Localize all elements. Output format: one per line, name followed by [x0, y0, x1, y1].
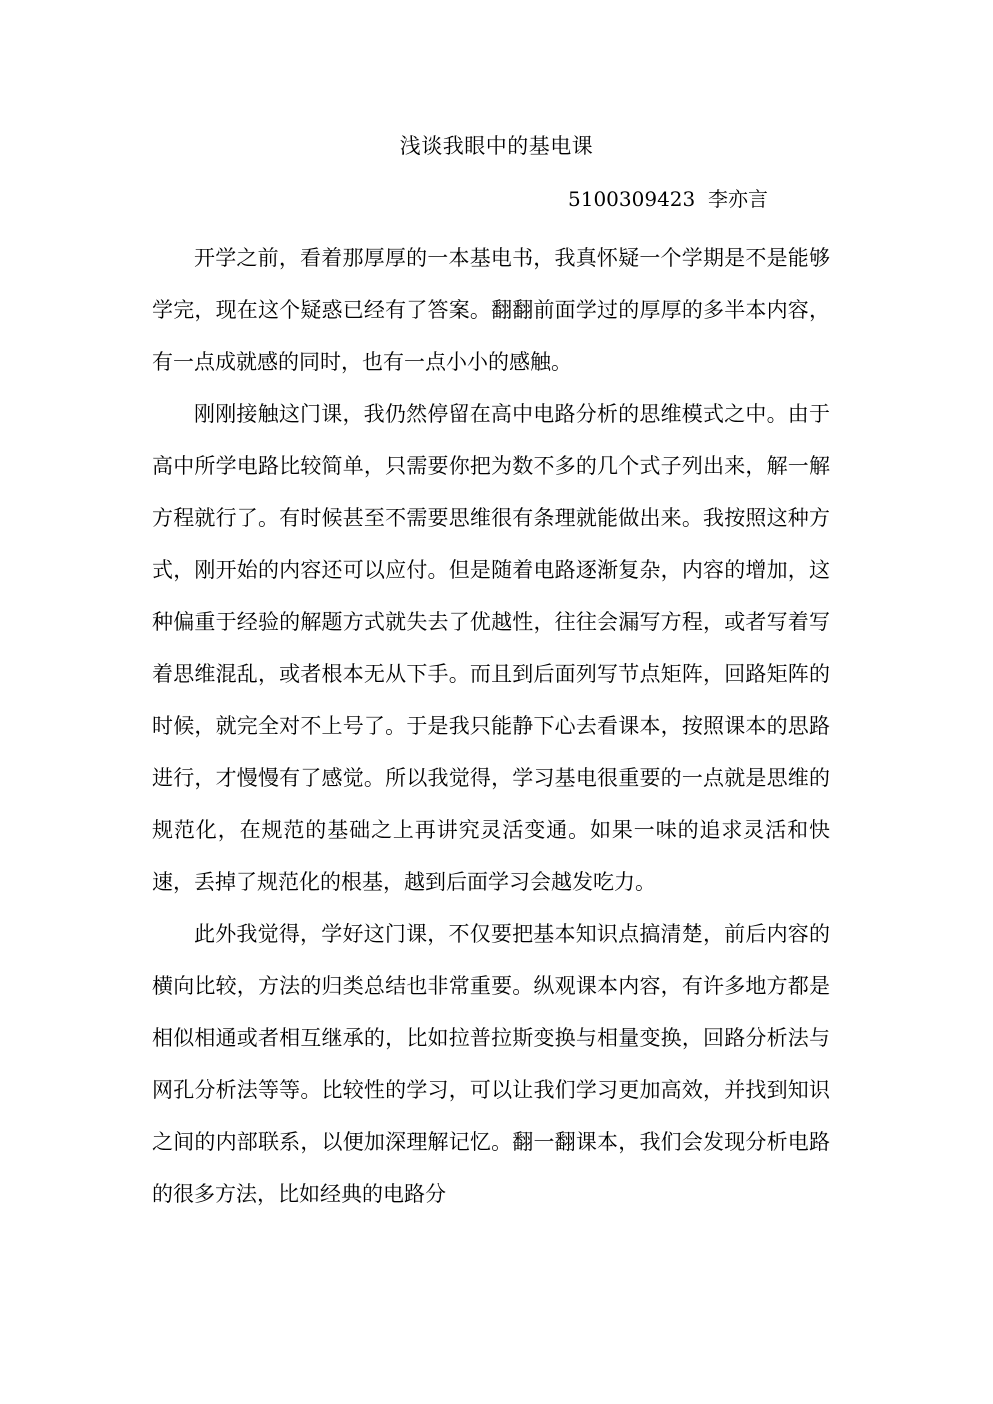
paragraph-1: 开学之前，看着那厚厚的一本基电书，我真怀疑一个学期是不是能够学完，现在这个疑惑已经有了答案。翻翻前面学过的厚厚的多半本内容，有一点成就感的同时，也有一点小小的感触。: [152, 246, 830, 374]
author-line: 5100309423 李亦言: [568, 187, 768, 211]
paragraph-3: 此外我觉得，学好这门课，不仅要把基本知识点搞清楚，前后内容的横向比较，方法的归类总结也非常重要。纵观课本内容，有许多地方都是相似相通或者相互继承的，比如拉普拉斯变换与相量变换，回路分析法与网孔分析法等等。比较性的学习，可以让我们学习更加高效，并找到知识之间的内部联系，以便加深理解记忆。翻一翻课本，我们会发现分析电路的很多方法，比如经典的电路分: [152, 922, 830, 1206]
document-title: 浅谈我眼中的基电课: [399, 134, 594, 158]
document-body: [152, 232, 830, 1220]
paragraph-2: 刚刚接触这门课，我仍然停留在高中电路分析的思维模式之中。由于高中所学电路比较简单，只需要你把为数不多的几个式子列出来，解一解方程就行了。有时候甚至不需要思维很有条理就能做出来。我按照这种方式，刚开始的内容还可以应付。但是随着电路逐渐复杂，内容的增加，这种偏重于经验的解题方式就失去了优越性，往往会漏写方程，或者写着写着思维混乱，或者根本无从下手。而且到后面列写节点矩阵，回路矩阵的时候，就完全对不上号了。于是我只能静下心去看课本，按照课本的思路进行，才慢慢有了感觉。所以我觉得，学习基电很重要的一点就是思维的规范化，在规范的基础之上再讲究灵活变通。如果一味的追求灵活和快速，丢掉了规范化的根基，越到后面学习会越发吃力。: [152, 402, 830, 894]
